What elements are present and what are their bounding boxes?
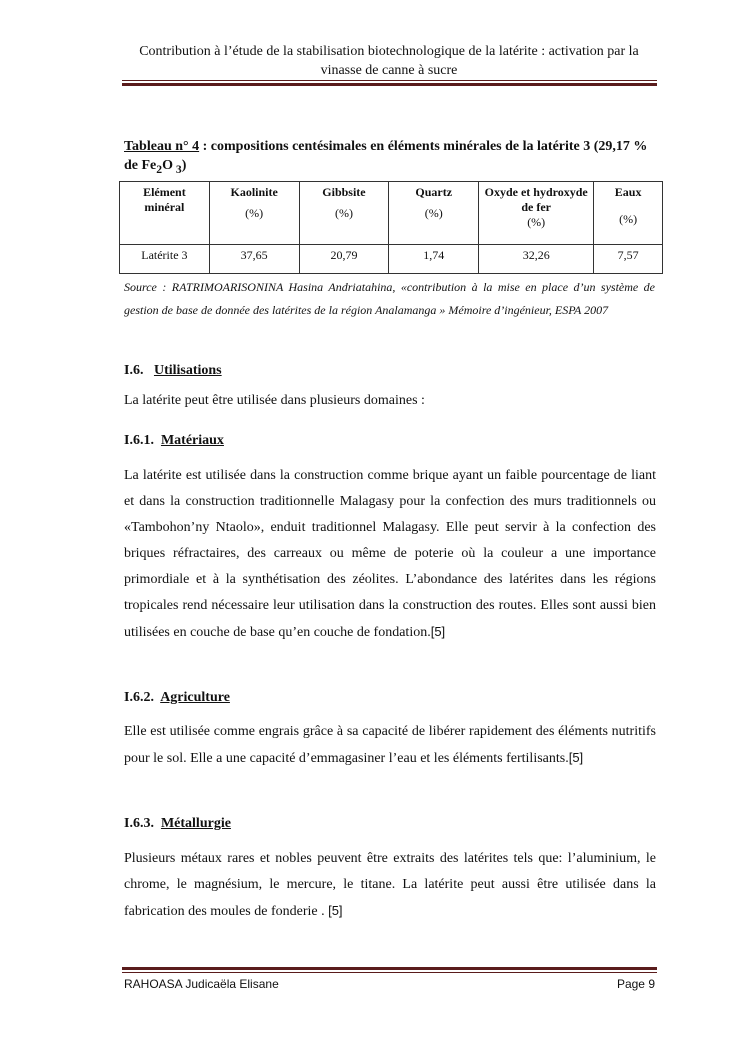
table-cell: Latérite 3 — [120, 245, 210, 274]
table-header-cell: Gibbsite (%) — [299, 182, 389, 245]
paragraph-utilisations: La latérite peut être utilisée dans plusieurs domaines : — [124, 393, 425, 408]
section-heading-agriculture: I.6.2. Agriculture — [124, 690, 230, 705]
table-source: Source : RATRIMOARISONINA Hasina Andriatahina, «contribution à la mise en place d’un système de gestion de base de donnée des latérites de la région Analamanga » Mémoire d’ingénieur, ESPA 2007 — [124, 280, 655, 317]
section-heading-utilisations: I.6. Utilisations — [124, 363, 222, 378]
table-row — [120, 245, 663, 274]
footer-page-number: Page 9 — [616, 977, 655, 991]
table-header-row — [120, 182, 663, 245]
paragraph-metallurgie: Plusieurs métaux rares et nobles peuvent être extraits des latérites tels que: l’aluminium, le chrome, le magnésium, le mercure, le titane. La latérite peut aussi être utilisée dans la fabrication des moules de fonderie . [5] — [124, 851, 656, 919]
table-header-cell: Eaux (%) — [594, 182, 663, 245]
paragraph-materiaux: La latérite est utilisée dans la construction comme brique ayant un faible pourcentage de liant et dans la construction traditionnelle Malagasy pour la confection des murs traditionnels ou «Tambohon’ny Ntaolo», enduit traditionnel Malagasy. Elle peut servir à la confection des briques réfractaires, des carreaux ou même de poterie où la couleur a une importance primordiale et à la synthétisation des zéolites. L’abondance des latérites dans les régions tropicales rend nécessaire leur utilisation dans la construction des routes. Elles sont aussi bien utilisées en couche de base qu’en couche de fondation.[5] — [124, 468, 656, 640]
section-heading-materiaux: I.6.1. Matériaux — [124, 433, 224, 448]
composition-table — [119, 181, 663, 274]
table-cell: 20,79 — [299, 245, 389, 274]
header-rule-thick — [122, 83, 657, 86]
table-header-cell: Quartz (%) — [389, 182, 479, 245]
page-header: Contribution à l’étude de la stabilisation biotechnologique de la latérite : activation par la vinasse de canne à sucre — [139, 44, 639, 78]
table-cell: 1,74 — [389, 245, 479, 274]
table-header-cell: Elément minéral — [120, 182, 210, 245]
table-header-cell: Kaolinite (%) — [209, 182, 299, 245]
table-caption: Tableau n° 4 : compositions centésimales en éléments minérales de la latérite 3 (29,17 % de $Fe_2O$ $_3$) — [124, 139, 648, 176]
table-caption-label: Tableau n° 4 — [124, 139, 200, 154]
table-cell: 32,26 — [479, 245, 594, 274]
section-heading-metallurgie: I.6.3. Métallurgie — [124, 816, 231, 831]
paragraph-agriculture: Elle est utilisée comme engrais grâce à sa capacité de libérer rapidement des éléments nutritifs pour le sol. Elle a une capacité d’emmagasiner l’eau et les éléments fertilisants.[5] — [124, 724, 656, 766]
table-cell: 37,65 — [209, 245, 299, 274]
footer-rule-thin — [122, 972, 657, 973]
header-rule-thin — [122, 80, 657, 81]
table-header-cell: Oxyde et hydroxyde de fer (%) — [479, 182, 594, 245]
table-cell: 7,57 — [594, 245, 663, 274]
footer-author: RAHOASA Judicaëla Elisane — [124, 977, 279, 991]
footer-rule-thick — [122, 967, 657, 970]
